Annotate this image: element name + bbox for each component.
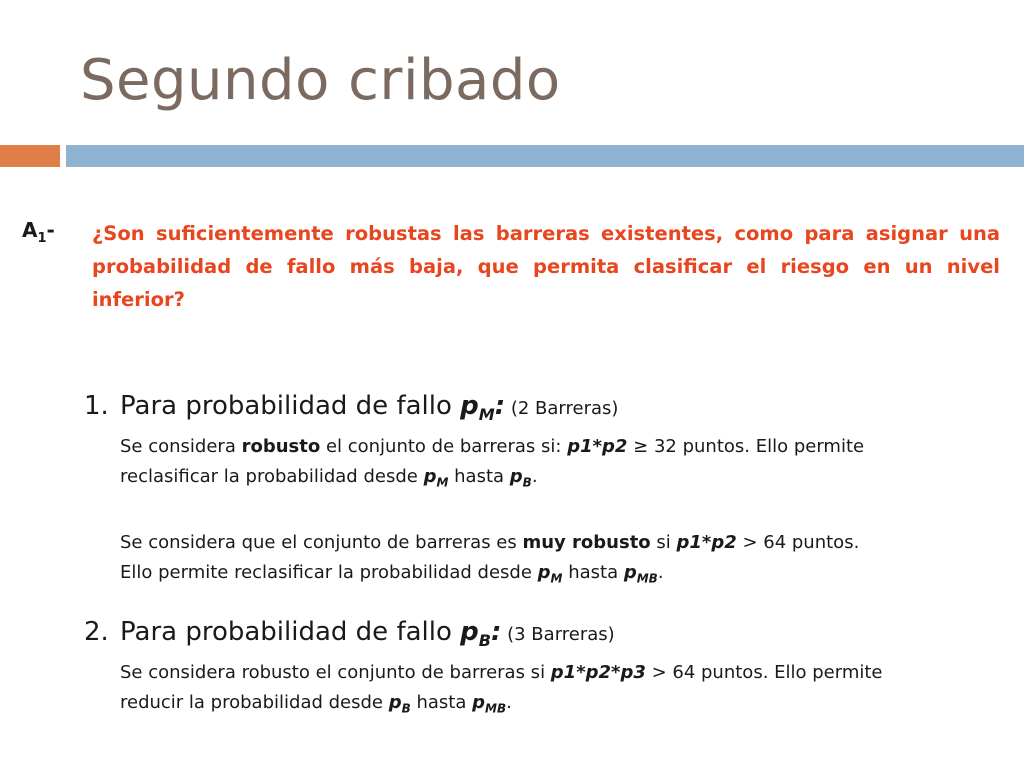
accent-bar-orange: [0, 145, 60, 167]
item-paragraph: Se considera robusto el conjunto de barreras si: p1*p2 ≥ 32 puntos. Ello permite reclasificar la probabilidad desde $p_M$ hasta $p_B$.: [120, 436, 865, 490]
slide-title: Segundo cribado: [80, 48, 561, 113]
item-paragraph: Se considera que el conjunto de barreras es muy robusto si p1*p2 > 64 puntos. Ello permite reclasificar la probabilidad desde $p_M$ hasta $p_{MB}$.: [120, 531, 860, 586]
item-paragraph: Se considera robusto el conjunto de barreras si p1*p2*p3 > 64 puntos. Ello permite reducir la probabilidad desde $p_B$ hasta $p_{MB}$.: [120, 662, 883, 716]
accent-bar-blue: [66, 145, 1024, 167]
question-text: ¿Son suficientemente robustas las barreras existentes, como para asignar una probabilidad de fallo más baja, que permita clasificar el riesgo en un nivel inferior?: [92, 222, 1000, 311]
item-heading: 2. Para probabilidad de fallo $p_B$: (3 Barreras): [84, 617, 615, 651]
question-label: $A_1-$: [22, 218, 55, 246]
list-item-1: [84, 389, 984, 593]
list-item-2: [84, 615, 984, 724]
item-heading: 1. Para probabilidad de fallo $p_M$: (2 Barreras): [84, 391, 619, 425]
